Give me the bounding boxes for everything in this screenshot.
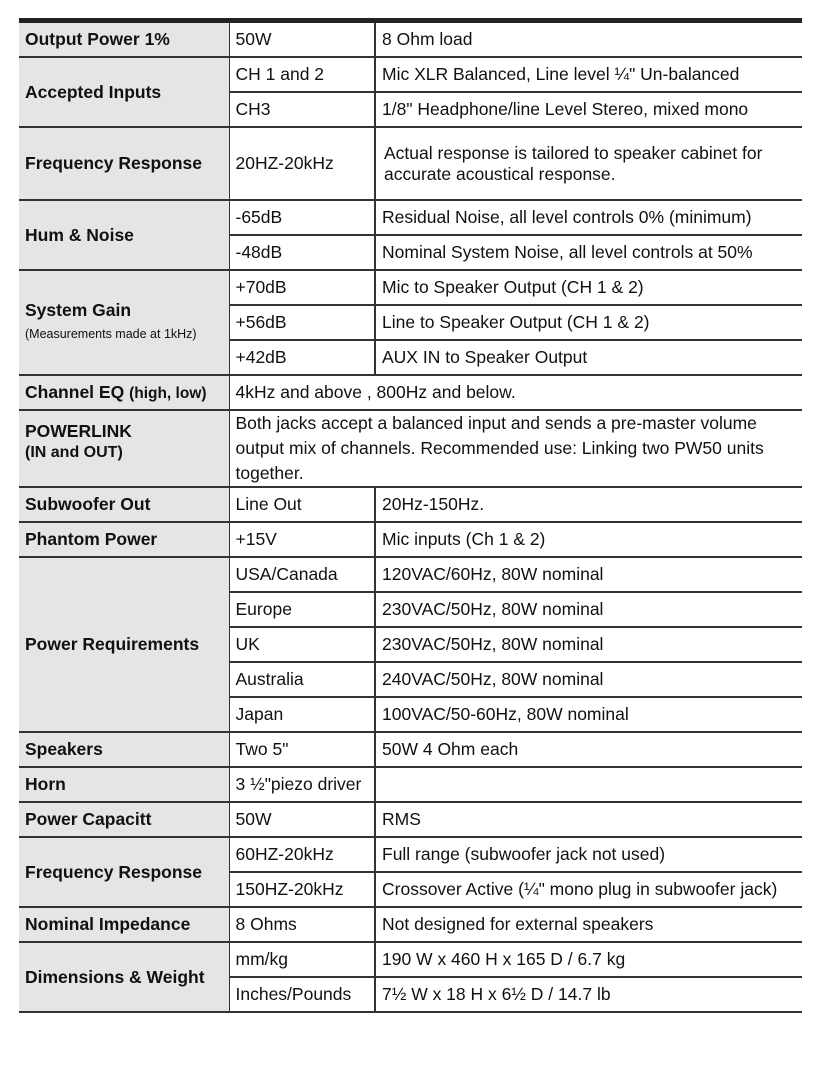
row-value: 60HZ-20kHz [229, 837, 375, 872]
table-row [19, 57, 802, 92]
table-row [19, 767, 802, 802]
table-row [19, 270, 802, 305]
spec-table [19, 23, 802, 1013]
row-value: 50W [229, 802, 375, 837]
row-value: Japan [229, 697, 375, 732]
row-value: CH 1 and 2 [229, 57, 375, 92]
row-description: Mic XLR Balanced, Line level ¼" Un-balanced [375, 57, 802, 92]
row-description: Residual Noise, all level controls 0% (minimum) [375, 200, 802, 235]
row-description: 4kHz and above , 800Hz and below. [229, 375, 802, 410]
table-row [19, 375, 802, 410]
row-value: Line Out [229, 487, 375, 522]
row-description: 230VAC/50Hz, 80W nominal [375, 627, 802, 662]
table-row [19, 732, 802, 767]
table-row [19, 410, 802, 487]
row-value: +70dB [229, 270, 375, 305]
table-row [19, 942, 802, 977]
row-label: Horn [19, 767, 229, 802]
row-label: Subwoofer Out [19, 487, 229, 522]
row-label: System Gain [25, 300, 132, 320]
row-label: Speakers [19, 732, 229, 767]
row-label-note: (Measurements made at 1kHz) [25, 327, 197, 341]
row-value: 150HZ-20kHz [229, 872, 375, 907]
row-description [375, 767, 802, 802]
row-value: 8 Ohms [229, 907, 375, 942]
row-value: 50W [229, 23, 375, 57]
row-value: UK [229, 627, 375, 662]
table-row [19, 522, 802, 557]
row-description: Both jacks accept a balanced input and sends a pre-master volume output mix of channels. Recommended use: Linking two PW50 units together. [229, 410, 802, 487]
row-description: 120VAC/60Hz, 80W nominal [375, 557, 802, 592]
row-label: Hum & Noise [19, 200, 229, 270]
row-value: mm/kg [229, 942, 375, 977]
row-description: 190 W x 460 H x 165 D / 6.7 kg [375, 942, 802, 977]
row-label: Power Requirements [19, 557, 229, 732]
row-value: +56dB [229, 305, 375, 340]
row-label: Phantom Power [19, 522, 229, 557]
row-value: Australia [229, 662, 375, 697]
row-label-qualifier: (high, low) [129, 384, 207, 402]
row-value: Europe [229, 592, 375, 627]
powerlink-label-cell [19, 410, 229, 487]
table-row [19, 127, 802, 200]
row-description: 230VAC/50Hz, 80W nominal [375, 592, 802, 627]
system-gain-label-cell [19, 270, 229, 375]
row-label: Channel EQ [25, 381, 125, 402]
row-label: Dimensions & Weight [19, 942, 229, 1012]
row-description: 8 Ohm load [375, 23, 802, 57]
row-description: 7½ W x 18 H x 6½ D / 14.7 lb [375, 977, 802, 1012]
row-description: AUX IN to Speaker Output [375, 340, 802, 375]
row-description: RMS [375, 802, 802, 837]
table-row [19, 557, 802, 592]
row-description: Nominal System Noise, all level controls at 50% [375, 235, 802, 270]
row-description: 1/8" Headphone/line Level Stereo, mixed mono [375, 92, 802, 127]
row-value: +42dB [229, 340, 375, 375]
row-label: POWERLINK [25, 421, 132, 441]
row-label: Power Capacitt [19, 802, 229, 837]
table-row [19, 23, 802, 57]
row-value: +15V [229, 522, 375, 557]
row-label: Frequency Response [19, 127, 229, 200]
row-description: 50W 4 Ohm each [375, 732, 802, 767]
row-description: Mic to Speaker Output (CH 1 & 2) [375, 270, 802, 305]
channel-eq-label-cell [19, 375, 229, 410]
row-label: Frequency Response [19, 837, 229, 907]
row-value: Inches/Pounds [229, 977, 375, 1012]
row-description: Not designed for external speakers [375, 907, 802, 942]
table-row [19, 907, 802, 942]
row-description: Crossover Active (¼" mono plug in subwoofer jack) [375, 872, 802, 907]
table-row [19, 200, 802, 235]
row-description: Mic inputs (Ch 1 & 2) [375, 522, 802, 557]
row-description: Line to Speaker Output (CH 1 & 2) [375, 305, 802, 340]
row-label: Nominal Impedance [19, 907, 229, 942]
row-value: 20HZ-20kHz [229, 127, 375, 200]
row-label-line2: (IN and OUT) [25, 444, 123, 461]
row-description: 100VAC/50-60Hz, 80W nominal [375, 697, 802, 732]
row-description: Actual response is tailored to speaker cabinet for accurate acoustical response. [375, 127, 802, 200]
row-value: CH3 [229, 92, 375, 127]
row-description: 240VAC/50Hz, 80W nominal [375, 662, 802, 697]
table-row [19, 802, 802, 837]
row-value: -48dB [229, 235, 375, 270]
row-value: USA/Canada [229, 557, 375, 592]
row-value: -65dB [229, 200, 375, 235]
row-value: Two 5" [229, 732, 375, 767]
table-row [19, 837, 802, 872]
row-label: Accepted Inputs [19, 57, 229, 127]
row-label: Output Power 1% [19, 23, 229, 57]
table-row [19, 487, 802, 522]
row-value: 3 ½"piezo driver [229, 767, 375, 802]
row-description: Full range (subwoofer jack not used) [375, 837, 802, 872]
row-description: 20Hz-150Hz. [375, 487, 802, 522]
